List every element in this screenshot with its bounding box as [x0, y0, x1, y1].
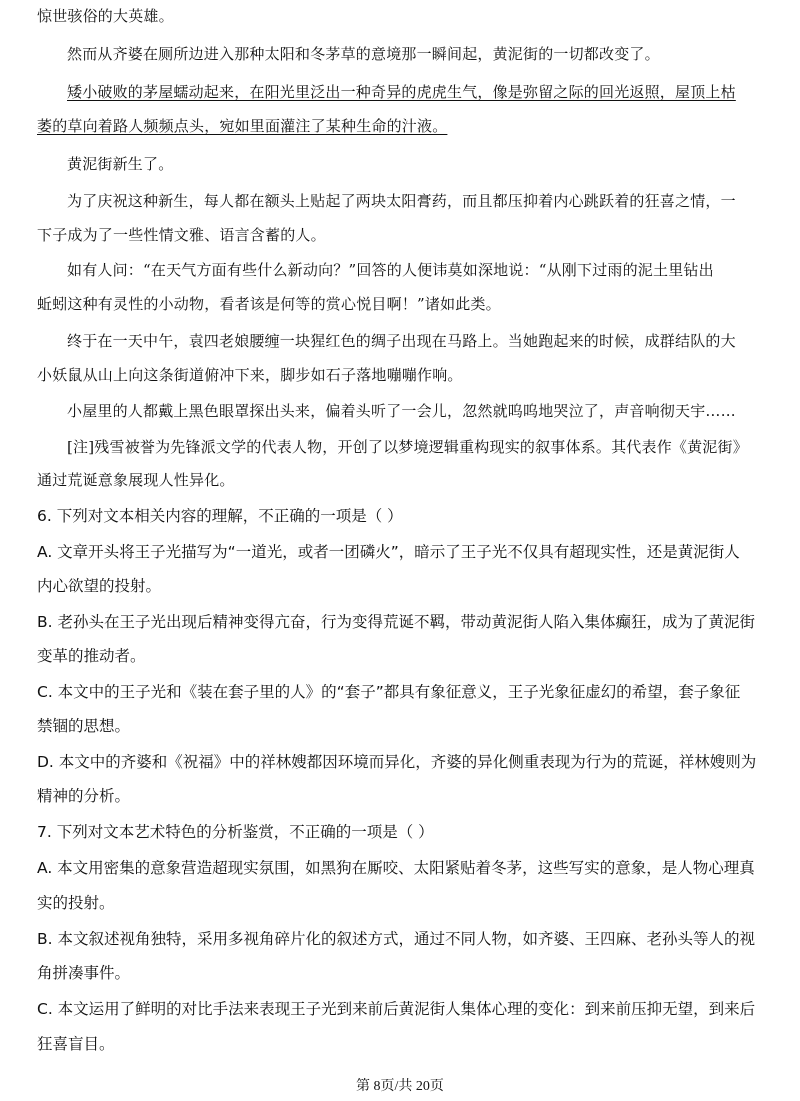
question-7-option-a: 实的投射。 [37, 894, 115, 912]
passage-line: 为了庆祝这种新生，每人都在额头上贴起了两块太阳膏药，而且都压抑着内心跳跃着的狂喜之情，一 [67, 192, 736, 210]
passage-line: 下子成为了一些性情文雅、语言含蓄的人。 [37, 226, 326, 244]
question-7-option-b: 角拼凑事件。 [37, 964, 131, 982]
question-6-option-b: 变革的推动者。 [37, 647, 146, 665]
question-7-option-a: A. 本文用密集的意象营造超现实氛围，如黑狗在厮咬、太阳紧贴着冬茅，这些写实的意象，是人物心理真 [37, 859, 755, 877]
passage-note: 通过荒诞意象展现人性异化。 [37, 471, 235, 489]
passage-note: [注]残雪被誉为先锋派文学的代表人物，开创了以梦境逻辑重构现实的叙事体系。其代表作《黄泥街》 [67, 438, 748, 456]
passage-line-underlined: 萎的草向着路人频频点头，宛如里面灌注了某种生命的汁液。 [37, 117, 448, 135]
passage-line: 终于在一天中午，袁四老娘腰缠一块猩红色的绸子出现在马路上。当她跑起来的时候，成群结队的大 [67, 332, 736, 350]
passage-line: 然而从齐婆在厕所边进入那种太阳和冬茅草的意境那一瞬间起，黄泥街的一切都改变了。 [67, 45, 660, 63]
question-6-option-c: 禁锢的思想。 [37, 717, 131, 735]
question-6-option-a: A. 文章开头将王子光描写为“一道光，或者一团磷火”，暗示了王子光不仅具有超现实性，还是黄泥街人 [37, 543, 740, 561]
passage-line: 小屋里的人都戴上黑色眼罩探出头来，偏着头听了一会儿，忽然就呜呜地哭泣了，声音响彻天宇…… [67, 402, 736, 420]
question-6-option-d: 精神的分析。 [37, 787, 131, 805]
question-7-option-b: B. 本文叙述视角独特，采用多视角碎片化的叙述方式，通过不同人物，如齐婆、王四麻、老孙头等人的视 [37, 930, 755, 948]
passage-line: 蚯蚓这种有灵性的小动物，看者该是何等的赏心悦目啊！”诸如此类。 [37, 295, 501, 313]
question-6-option-b: B. 老孙头在王子光出现后精神变得亢奋，行为变得荒诞不羁，带动黄泥街人陷入集体癫狂，成为了黄泥街 [37, 613, 755, 631]
passage-line-underlined: 矮小破败的茅屋蠕动起来，在阳光里泛出一种奇异的虎虎生气，像是弥留之际的回光返照，屋顶上枯 [67, 83, 736, 101]
question-6-option-d: D. 本文中的齐婆和《祝福》中的祥林嫂都因环境而异化，齐婆的异化侧重表现为行为的荒诞，祥林嫂则为 [37, 753, 757, 771]
question-7-option-c: C. 本文运用了鲜明的对比手法来表现王子光到来前后黄泥街人集体心理的变化：到来前压抑无望，到来后 [37, 1000, 756, 1018]
question-7-stem: 7. 下列对文本艺术特色的分析鉴赏，不正确的一项是（ ） [37, 823, 434, 841]
page-number: 第 8页/共 20页 [356, 1079, 444, 1094]
passage-line: 黄泥街新生了。 [67, 155, 174, 173]
passage-line: 如有人问：“在天气方面有些什么新动向？”回答的人便讳莫如深地说：“从刚下过雨的泥土里钻出 [67, 261, 714, 279]
passage-line: 惊世骇俗的大英雄。 [37, 7, 174, 25]
passage-line: 小妖鼠从山上向这条街道俯冲下来，脚步如石子落地嘣嘣作响。 [37, 366, 463, 384]
question-7-option-c: 狂喜盲目。 [37, 1035, 115, 1053]
question-6-option-c: C. 本文中的王子光和《装在套子里的人》的“套子”都具有象征意义，王子光象征虚幻的希望，套子象征 [37, 683, 741, 701]
question-6-option-a: 内心欲望的投射。 [37, 577, 162, 595]
question-6-stem: 6. 下列对文本相关内容的理解，不正确的一项是（ ） [37, 507, 403, 525]
